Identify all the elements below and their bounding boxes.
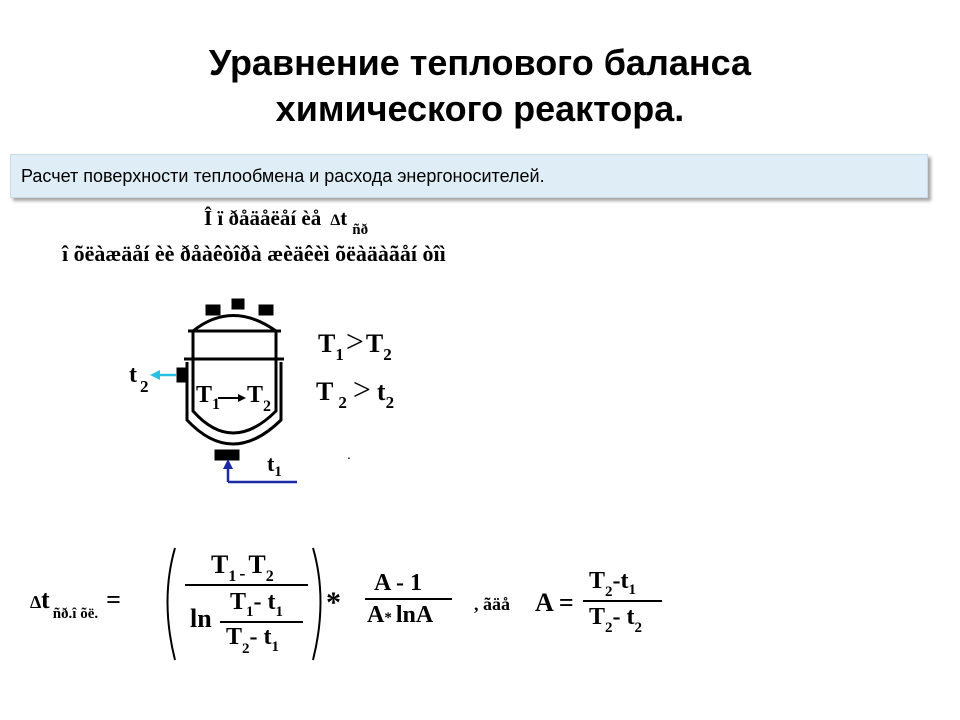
garbled-line-1-t: t [340,206,348,230]
af-denominator: A* lnA [367,602,434,628]
garbled-line-2: î õëàæäåí èè ðåàêòîðà æèäêèì õëàäàãåí òîì [62,241,446,266]
outlet-t2-label: t $_2$ [129,362,149,396]
reactor-lid [193,316,276,332]
inequality-1: $T_1>T_2$ [318,323,392,364]
main-numerator: $T_1$ $_-$ $T_2$ [211,550,274,585]
where-text: , ãäå [474,594,510,614]
t1-t2-arrow [218,394,246,402]
inner-t2-label: $T_2$ [247,382,272,415]
title-line-2: химического реактора. [275,88,685,129]
garbled-line-1-text: Î ï ðåäåëåí èå [204,206,322,230]
garbled-line-1-sub: ñð [352,222,369,238]
nozzle-right [260,306,272,314]
jacket-inlet-nozzle [216,451,238,459]
a-numerator: $T_2-t_1$ [589,568,636,600]
inlet-t1-label: $t_1$ [267,451,282,480]
delta-icon: ∆ [30,592,42,612]
delta-icon: ∆ [330,212,341,229]
inner-t1-label: $T_1$ [196,382,221,413]
a-definition: A = [535,588,574,617]
subtitle-text: Расчет поверхности теплообмена и расхода энергоносителей. [21,166,545,186]
a-denominator: $T_2-$ $t_2$ [589,604,642,636]
ln-label: ln [190,604,212,633]
af-numerator: A - 1 [374,570,422,596]
jacket-outlet-nozzle [178,369,187,381]
nozzle-center [233,300,243,308]
outlet-arrow [150,370,176,380]
stray-dot: . [347,446,351,462]
inner-numerator: $T_1-$ $t_1$ [230,589,283,620]
times-symbol: * [326,586,341,619]
title-line-1: Уравнение теплового баланса [208,42,752,83]
nozzle-left [207,306,219,314]
paren-left [168,548,176,660]
inner-denominator: $T_2-$ $t_1$ [226,624,279,657]
paren-right [313,548,321,660]
inlet-arrow [223,459,297,482]
inequality-2: T $_2 > t_2$ [316,371,395,412]
formula-lhs: ∆t $_{ñð.î õë.}$ = [30,585,121,622]
